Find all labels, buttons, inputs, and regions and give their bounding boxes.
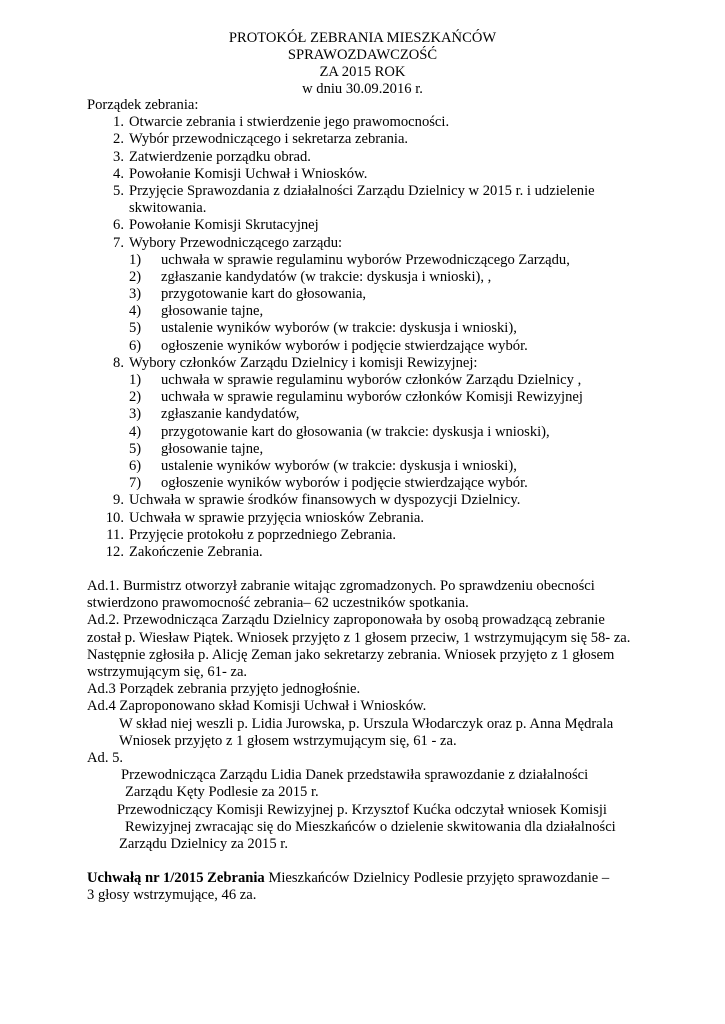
document-body: [87, 97, 707, 904]
agenda-item: 4. Powołanie Komisji Uchwał i Wniosków.: [113, 165, 368, 182]
agenda-item: 2. Wybór przewodniczącego i sekretarza zebrania.: [113, 131, 409, 148]
ad4-paragraph: Ad.4 Zaproponowano skład Komisji Uchwał i Wniosków.: [87, 698, 427, 715]
title-line-1: PROTOKÓŁ ZEBRANIA MIESZKAŃCÓW: [228, 30, 497, 46]
title-line-2: SPRAWOZDAWCZOŚĆ: [287, 47, 438, 63]
resolution-text: Mieszkańców Dzielnicy Podlesie przyjęto sprawozdanie –: [264, 870, 610, 887]
agenda-subitem: 7) ogłoszenie wyników wyborów i podjęcie stwierdzające wybór.: [129, 475, 528, 492]
ad2-paragraph: został p. Wiesław Piątek. Wniosek przyjęto z 1 głosem przeciw, 1 wstrzymującym się 58- za.: [87, 629, 631, 646]
ad4-paragraph: W skład niej weszli p. Lidia Jurowska, p. Urszula Włodarczyk oraz p. Anna Mędrala: [119, 715, 614, 732]
spacer: [87, 561, 707, 578]
agenda-subitem: 6) ogłoszenie wyników wyborów i podjęcie stwierdzające wybór.: [129, 337, 528, 354]
agenda-subitem: 1) uchwała w sprawie regulaminu wyborów Przewodniczącego Zarządu,: [129, 251, 570, 268]
agenda-item: 7. Wybory Przewodniczącego zarządu:: [113, 234, 343, 251]
ad1-paragraph: Ad.1. Burmistrz otworzył zabranie witając zgromadzonych. Po sprawdzeniu obecności: [87, 578, 595, 595]
agenda-subitem: 6) ustalenie wyników wyborów (w trakcie: dyskusja i wnioski),: [129, 457, 517, 474]
agenda-item-continuation: skwitowania.: [129, 200, 207, 217]
agenda-subitem: 4) przygotowanie kart do głosowania (w trakcie: dyskusja i wnioski),: [129, 423, 550, 440]
agenda-subitem: 1) uchwała w sprawie regulaminu wyborów członków Zarządu Dzielnicy ,: [129, 372, 582, 388]
agenda-item: 8. Wybory członków Zarządu Dzielnicy i komisji Rewizyjnej:: [113, 354, 478, 371]
minutes-section: [87, 578, 707, 853]
title-date: w dniu 30.09.2016 r.: [302, 81, 423, 97]
document-title: [0, 30, 725, 98]
agenda-item: 9. Uchwała w sprawie środków finansowych w dyspozycji Dzielnicy.: [113, 492, 521, 509]
ad5-paragraph: Zarządu Dzielnicy za 2015 r.: [119, 835, 288, 852]
ad2-paragraph: wstrzymującym się, 61- za.: [87, 664, 248, 680]
agenda-subitem: 5) głosowanie tajne,: [129, 440, 264, 457]
ad5-paragraph: Przewodnicząca Zarządu Lidia Danek przedstawiła sprawozdanie z działalności: [121, 767, 589, 784]
ad5-paragraph: Zarządu Kęty Podlesie za 2015 r.: [125, 784, 319, 801]
resolution-paragraph: [87, 870, 707, 887]
agenda-list: [87, 114, 707, 561]
ad5-label: Ad. 5.: [87, 749, 124, 766]
ad1-paragraph: stwierdzono prawomocność zebrania– 62 uczestników spotkania.: [87, 595, 469, 612]
ad5-paragraph: Przewodniczący Komisji Rewizyjnej p. Krzysztof Kućka odczytał wniosek Komisji: [117, 801, 607, 818]
agenda-subitem: 2) zgłaszanie kandydatów (w trakcie: dyskusja i wnioski), ,: [129, 268, 492, 285]
agenda-item: 11. Przyjęcie protokołu z poprzedniego Zebrania.: [106, 526, 397, 543]
resolution-votes: 3 głosy wstrzymujące, 46 za.: [87, 887, 257, 904]
agenda-subitem: 4) głosowanie tajne,: [129, 303, 264, 320]
spacer: [87, 853, 707, 870]
ad2-paragraph: Następnie zgłosiła p. Alicję Zeman jako sekretarzy zebrania. Wniosek przyjęto z 1 głosem: [87, 646, 615, 663]
title-line-3: ZA 2015 ROK: [319, 64, 406, 80]
agenda-item: 3. Zatwierdzenie porządku obrad.: [113, 148, 311, 165]
agenda-item: 12. Zakończenie Zebrania.: [105, 543, 263, 560]
resolution-title: Uchwałą nr 1/2015 Zebrania: [87, 870, 265, 887]
agenda-subitem: 2) uchwała w sprawie regulaminu wyborów członków Komisji Rewizyjnej: [129, 389, 583, 406]
ad2-paragraph: Ad.2. Przewodnicząca Zarządu Dzielnicy zaproponowała by osobą prowadzącą zebranie: [87, 612, 605, 629]
agenda-item: 6. Powołanie Komisji Skrutacyjnej: [113, 217, 319, 234]
agenda-subitem: 3) przygotowanie kart do głosowania,: [129, 286, 367, 303]
ad4-paragraph: Wniosek przyjęto z 1 głosem wstrzymującym się, 61 - za.: [119, 732, 457, 749]
agenda-heading: Porządek zebrania:: [87, 97, 199, 113]
agenda-item: 5. Przyjęcie Sprawozdania z działalności Zarządu Dzielnicy w 2015 r. i udzielenie: [113, 182, 595, 199]
agenda-item: 10. Uchwała w sprawie przyjęcia wniosków Zebrania.: [105, 509, 425, 526]
ad3-paragraph: Ad.3 Porządek zebrania przyjęto jednogłośnie.: [87, 681, 361, 698]
ad5-paragraph: Rewizyjnej zwracając się do Mieszkańców o dzielenie skwitowania dla działalności: [125, 818, 616, 835]
agenda-subitem: 3) zgłaszanie kandydatów,: [129, 406, 300, 423]
agenda-subitem: 5) ustalenie wyników wyborów (w trakcie: dyskusja i wnioski),: [129, 320, 517, 337]
agenda-item: 1. Otwarcie zebrania i stwierdzenie jego prawomocności.: [113, 114, 450, 131]
